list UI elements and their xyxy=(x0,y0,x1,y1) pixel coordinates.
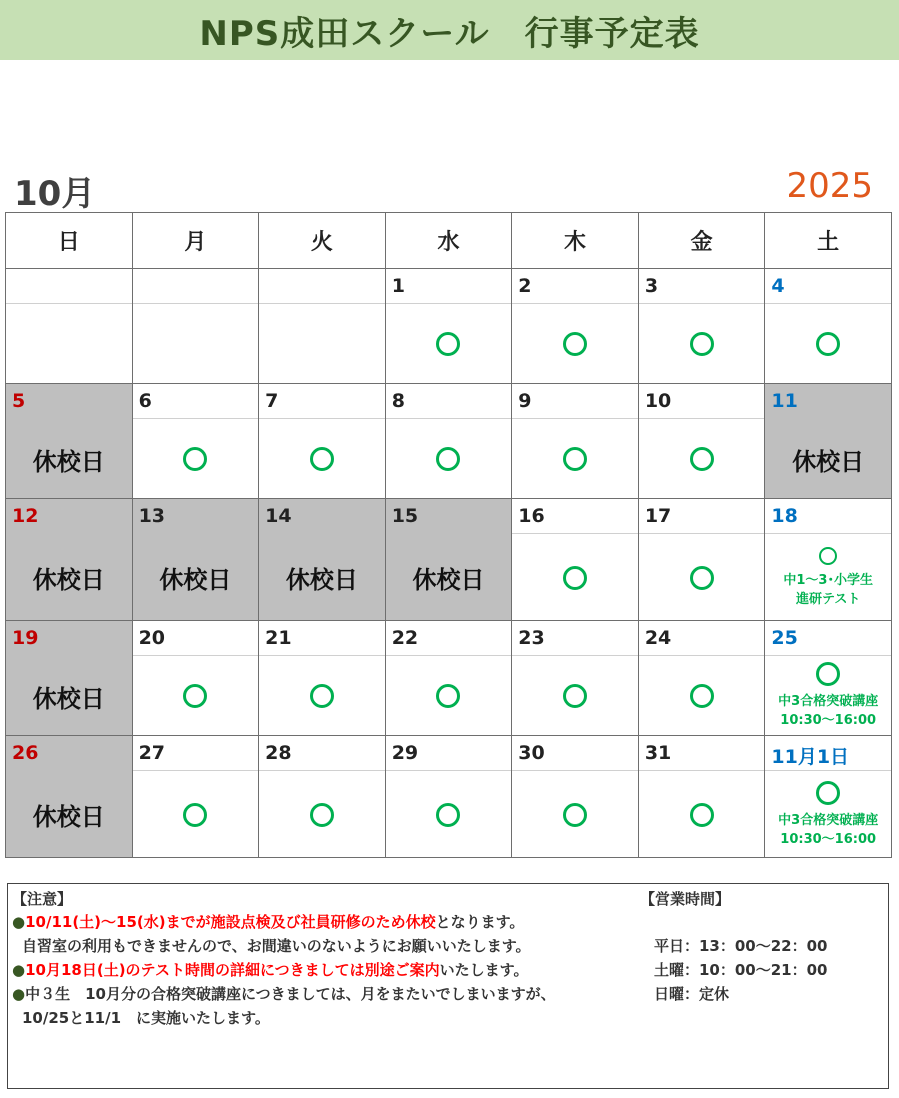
day-content xyxy=(6,535,132,620)
calendar-day xyxy=(638,499,765,621)
calendar-week-row xyxy=(6,269,892,384)
closed-day-label: 休校日 xyxy=(159,566,232,594)
day-content xyxy=(133,420,259,498)
day-content xyxy=(259,772,385,857)
calendar-week-row xyxy=(6,736,892,858)
closed-day-label: 休校日 xyxy=(32,447,105,476)
open-circle-icon xyxy=(816,662,840,686)
day-content xyxy=(259,305,385,383)
day-number: 1 xyxy=(391,275,405,297)
calendar-day xyxy=(638,736,765,858)
calendar-day-closed xyxy=(6,499,133,621)
day-content xyxy=(765,305,891,383)
cell-divider xyxy=(512,303,638,304)
day-number: 8 xyxy=(391,390,405,412)
notice-item-1-line2: 自習室の利用もできませんので、お間違いのないようにお願いいたします。 xyxy=(22,937,531,955)
calendar-day xyxy=(385,269,512,384)
day-number: 13 xyxy=(138,505,166,527)
day-content xyxy=(639,535,765,620)
cell-divider xyxy=(133,770,259,771)
cell-divider xyxy=(386,770,512,771)
open-circle-icon xyxy=(183,803,207,827)
calendar-day xyxy=(259,269,386,384)
day-number: 9 xyxy=(518,390,532,412)
weekday-friday: 金 xyxy=(638,213,765,269)
day-content xyxy=(259,657,385,735)
open-circle-icon xyxy=(819,547,837,565)
calendar-day-closed xyxy=(385,499,512,621)
open-circle-icon xyxy=(310,803,334,827)
cell-divider xyxy=(639,418,765,419)
open-circle-icon xyxy=(816,781,840,805)
day-number: 21 xyxy=(265,627,292,649)
calendar-day xyxy=(512,269,639,384)
event-note: 10:30～16:00 xyxy=(780,713,877,728)
day-number: 23 xyxy=(518,627,545,649)
cell-divider xyxy=(386,303,512,304)
closed-day-label: 休校日 xyxy=(412,566,485,594)
cell-divider xyxy=(639,655,765,656)
day-number: 12 xyxy=(12,505,39,527)
day-number: 7 xyxy=(265,390,279,412)
calendar-day xyxy=(638,621,765,736)
calendar-day xyxy=(512,621,639,736)
day-content xyxy=(133,657,259,735)
day-number: 25 xyxy=(771,627,798,649)
day-number: 28 xyxy=(265,742,292,764)
open-circle-icon xyxy=(690,803,714,827)
day-number: 19 xyxy=(12,627,39,649)
cell-divider xyxy=(765,655,891,656)
day-number: 3 xyxy=(644,275,659,297)
day-content xyxy=(765,535,891,620)
day-number: 16 xyxy=(518,505,545,527)
weekday-sunday: 日 xyxy=(6,213,133,269)
day-number: 15 xyxy=(391,505,419,527)
calendar-day-closed xyxy=(6,621,133,736)
day-number: 11 xyxy=(771,390,798,412)
day-content xyxy=(6,657,132,735)
notice-item-1 xyxy=(12,911,524,932)
calendar-day xyxy=(765,269,892,384)
event-note: 中3合格突破講座 xyxy=(778,812,879,828)
day-number: 5 xyxy=(12,390,26,412)
notice-item-1-text: となります。 xyxy=(435,913,525,931)
open-circle-icon xyxy=(816,332,840,356)
hours-saturday: 土曜：10：00～21：00 xyxy=(654,961,828,979)
day-content xyxy=(765,420,891,498)
day-number: 22 xyxy=(391,627,419,649)
open-circle-icon xyxy=(690,447,714,471)
notice-item-3-text: 中３生 10月分の合格突破講座につきましては、月をまたいでしまいますが、 xyxy=(25,985,556,1003)
day-content xyxy=(639,657,765,735)
event-note: 中1～3･小学生 xyxy=(783,572,873,588)
calendar-day xyxy=(512,384,639,499)
day-content xyxy=(386,535,512,620)
day-content xyxy=(639,305,765,383)
cell-divider xyxy=(133,418,259,419)
notice-box xyxy=(7,883,889,1089)
day-number: 31 xyxy=(644,742,672,764)
day-content xyxy=(386,772,512,857)
open-circle-icon xyxy=(436,684,460,708)
calendar-day xyxy=(512,499,639,621)
open-circle-icon xyxy=(563,803,587,827)
open-circle-icon xyxy=(183,684,207,708)
day-content xyxy=(386,420,512,498)
calendar-day xyxy=(765,736,892,858)
day-content xyxy=(6,420,132,498)
open-circle-icon xyxy=(690,332,714,356)
closed-day-label: 休校日 xyxy=(32,566,105,594)
cell-divider xyxy=(6,303,132,304)
bullet-icon: ● xyxy=(12,913,26,931)
calendar-day xyxy=(638,269,765,384)
day-number: 17 xyxy=(644,505,672,527)
day-content xyxy=(512,535,638,620)
calendar-day-closed xyxy=(6,384,133,499)
day-content xyxy=(133,772,259,857)
bullet-icon: ● xyxy=(12,961,26,979)
hours-weekday: 平日：13：00～22：00 xyxy=(654,937,828,955)
calendar-day-closed xyxy=(259,499,386,621)
closed-day-label: 休校日 xyxy=(285,566,358,594)
open-circle-icon xyxy=(183,447,207,471)
calendar-day xyxy=(259,384,386,499)
calendar-day xyxy=(765,499,892,621)
open-circle-icon xyxy=(310,447,334,471)
open-circle-icon xyxy=(436,803,460,827)
notice-item-3 xyxy=(12,983,556,1004)
notice-item-2 xyxy=(12,959,528,980)
day-content xyxy=(512,772,638,857)
calendar-day-closed xyxy=(6,736,133,858)
cell-divider xyxy=(512,655,638,656)
weekday-wednesday: 水 xyxy=(385,213,512,269)
cell-divider xyxy=(639,533,765,534)
day-content xyxy=(6,772,132,857)
calendar-week-row xyxy=(6,499,892,621)
day-number: 24 xyxy=(644,627,672,649)
open-circle-icon xyxy=(310,684,334,708)
weekday-header-row xyxy=(6,213,892,269)
day-number: 18 xyxy=(771,505,798,527)
day-number: 14 xyxy=(265,505,292,527)
day-number: 26 xyxy=(12,742,39,764)
open-circle-icon xyxy=(563,684,587,708)
cell-divider xyxy=(133,303,259,304)
calendar-day xyxy=(259,736,386,858)
calendar-day-closed xyxy=(132,499,259,621)
event-note: 中3合格突破講座 xyxy=(778,694,879,709)
weekday-thursday: 木 xyxy=(512,213,639,269)
cell-divider xyxy=(765,303,891,304)
day-number: 2 xyxy=(518,275,532,297)
weekday-saturday: 土 xyxy=(765,213,892,269)
cell-divider xyxy=(386,655,512,656)
page-title: NPS成田スクール 行事予定表 xyxy=(199,13,700,54)
day-content xyxy=(512,657,638,735)
calendar-day xyxy=(385,736,512,858)
calendar-day xyxy=(638,384,765,499)
hours-heading: 【営業時間】 xyxy=(640,890,731,908)
hours-sunday: 日曜：定休 xyxy=(654,985,730,1003)
day-content xyxy=(259,420,385,498)
day-number: 30 xyxy=(518,742,545,764)
cell-divider xyxy=(259,770,385,771)
cell-divider xyxy=(639,303,765,304)
day-number: 20 xyxy=(138,627,166,649)
calendar-day xyxy=(385,384,512,499)
day-number: 27 xyxy=(138,742,166,764)
calendar-grid xyxy=(5,212,892,858)
page-title-banner xyxy=(0,0,899,60)
day-number: 29 xyxy=(391,742,419,764)
notice-item-2-emphasis: 10月18日(土)のテスト時間の詳細につきましては別途ご案内 xyxy=(25,961,440,979)
calendar-day xyxy=(6,269,133,384)
open-circle-icon xyxy=(436,447,460,471)
day-number: 4 xyxy=(771,275,785,297)
day-content xyxy=(512,305,638,383)
cell-divider xyxy=(765,533,891,534)
day-content xyxy=(765,772,891,857)
day-content xyxy=(386,657,512,735)
bullet-icon: ● xyxy=(12,985,26,1003)
calendar-day xyxy=(385,621,512,736)
day-content xyxy=(639,772,765,857)
weekday-monday: 月 xyxy=(132,213,259,269)
calendar-day xyxy=(132,269,259,384)
calendar-day xyxy=(132,621,259,736)
calendar-day xyxy=(132,384,259,499)
day-content xyxy=(765,657,891,735)
closed-day-label: 休校日 xyxy=(32,803,105,831)
event-note: 進研テスト xyxy=(795,591,861,607)
calendar-day xyxy=(512,736,639,858)
weekday-tuesday: 火 xyxy=(259,213,386,269)
day-content xyxy=(512,420,638,498)
cell-divider xyxy=(765,770,891,771)
closed-day-label: 休校日 xyxy=(792,447,865,476)
event-note: 10:30～16:00 xyxy=(780,831,877,847)
day-content xyxy=(639,420,765,498)
cell-divider xyxy=(512,533,638,534)
cell-divider xyxy=(512,770,638,771)
day-content xyxy=(6,305,132,383)
open-circle-icon xyxy=(563,447,587,471)
calendar-day xyxy=(259,621,386,736)
day-content xyxy=(386,305,512,383)
calendar-day xyxy=(765,621,892,736)
calendar-week-row xyxy=(6,384,892,499)
notice-item-1-emphasis: 10/11(土)～15(水)までが施設点検及び社員研修のため休校 xyxy=(25,913,436,931)
calendar-day xyxy=(132,736,259,858)
open-circle-icon xyxy=(690,566,714,590)
closed-day-label: 休校日 xyxy=(32,684,105,713)
notice-item-3-line2: 10/25と11/1 に実施いたします。 xyxy=(22,1009,270,1027)
day-content xyxy=(259,535,385,620)
notice-item-2-text: いたします。 xyxy=(439,961,529,979)
day-number: 10 xyxy=(644,390,672,412)
open-circle-icon xyxy=(690,684,714,708)
day-content xyxy=(133,305,259,383)
day-number: 11月1日 xyxy=(771,746,850,768)
day-content xyxy=(133,535,259,620)
open-circle-icon xyxy=(563,566,587,590)
open-circle-icon xyxy=(436,332,460,356)
calendar-day-closed xyxy=(765,384,892,499)
month-label: 10月 xyxy=(14,174,96,214)
year-label: 2025 xyxy=(786,166,873,206)
cell-divider xyxy=(512,418,638,419)
cell-divider xyxy=(133,655,259,656)
cell-divider xyxy=(639,770,765,771)
cell-divider xyxy=(386,418,512,419)
calendar-week-row xyxy=(6,621,892,736)
cell-divider xyxy=(259,418,385,419)
notice-heading: 【注意】 xyxy=(12,890,73,908)
cell-divider xyxy=(259,303,385,304)
cell-divider xyxy=(259,655,385,656)
open-circle-icon xyxy=(563,332,587,356)
day-number: 6 xyxy=(138,390,152,412)
